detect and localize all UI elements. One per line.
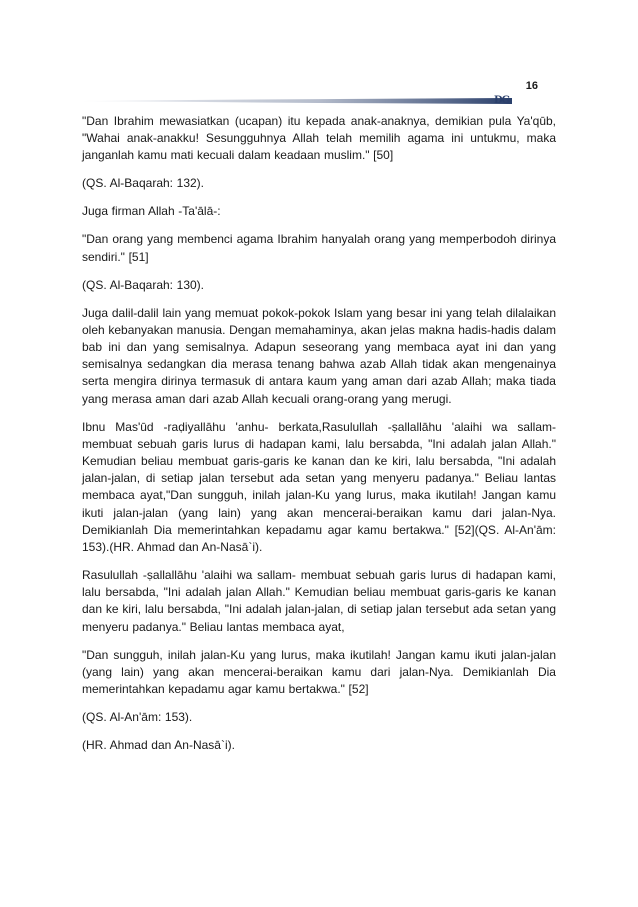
- paragraph-hadith-translation: Rasulullah -ṣallallāhu 'alaihi wa sallam- membuat sebuah garis lurus di hadapan kami, lalu bersabda, "Ini adalah jalan Allah." Kemudian beliau membuat garis-garis ke kanan dan ke kiri, lalu bersabda, "Ini adalah jalan-jalan, di setiap jalan tersebut ada setan yang menyeru padanya." Beliau lantas membaca ayat,: [82, 568, 556, 634]
- paragraph-hadith: Ibnu Mas'ūd -raḍiyallāhu 'anhu- berkata,Rasulullah -ṣallallāhu 'alaihi wa sallam- membuat sebuah garis lurus di hadapan kami, lalu bersabda, "Ini adalah jalan Allah." Kemudian beliau membuat garis-garis ke kanan dan ke kiri, lalu bersabda, "Ini adalah jalan-jalan, di setiap jalan tersebut ada setan yang menyeru padanya." Beliau lantas membaca ayat,"Dan sungguh, inilah jalan-Ku yang lurus, maka ikutilah! Jangan kamu ikuti jalan-jalan (yang lain) yang akan mencerai-beraikan kamu dari jalan-Nya. Demikianlah Dia memerintahkan kepadamu agar kamu bertakwa." [52](QS. Al-An'ām: 153).(HR. Ahmad dan An-Nasā`i).: [82, 419, 556, 555]
- page-header: [0, 0, 638, 115]
- paragraph-intro: Juga firman Allah -Ta'ālā-:: [82, 204, 221, 219]
- paragraph-quote-ibrahim: "Dan Ibrahim mewasiatkan (ucapan) itu kepada anak-anaknya, demikian pula Ya'qūb, "Wahai anak-anakku! Sesungguhnya Allah telah memilih agama ini untukmu, maka janganlah kamu mati kecuali dalam keadaan muslim." [50]: [82, 114, 556, 163]
- page-number: 16: [525, 80, 538, 92]
- paragraph-citation: (QS. Al-Baqarah: 132).: [82, 176, 204, 191]
- paragraph-explanation: Juga dalil-dalil lain yang memuat pokok-pokok Islam yang besar ini yang telah dilalaikan oleh kebanyakan manusia. Dengan memahaminya, akan jelas makna hadis-hadis dalam bab ini dan yang semisalnya. Adapun seseorang yang membaca ayat ini dan yang semisalnya sedangkan dia merasa tenang bahwa azab Allah tidak akan mengenainya serta mengira dirinya termasuk di antara kaum yang aman dari azab Allah; maka tiada yang merasa aman dari azab Allah kecuali orang-orang yang merugi.: [82, 305, 556, 406]
- header-rule: [82, 98, 512, 104]
- paragraph-citation: (QS. Al-Baqarah: 130).: [82, 277, 204, 292]
- paragraph-quote: "Dan sungguh, inilah jalan-Ku yang lurus, maka ikutilah! Jangan kamu ikuti jalan-jalan (yang lain) yang akan mencerai-beraikan kamu dari jalan-Nya. Demikianlah Dia memerintahkan kepadamu agar kamu bertakwa." [52]: [82, 647, 556, 697]
- paragraph-citation: (HR. Ahmad dan An-Nasā`i).: [82, 738, 235, 753]
- header-logo-icon: DG: [494, 95, 510, 106]
- paragraph-quote: "Dan orang yang membenci agama Ibrahim hanyalah orang yang memperbodoh dirinya sendiri." [51]: [82, 232, 556, 264]
- paragraph-citation: (QS. Al-An'ām: 153).: [82, 710, 193, 725]
- page-body: [82, 113, 556, 765]
